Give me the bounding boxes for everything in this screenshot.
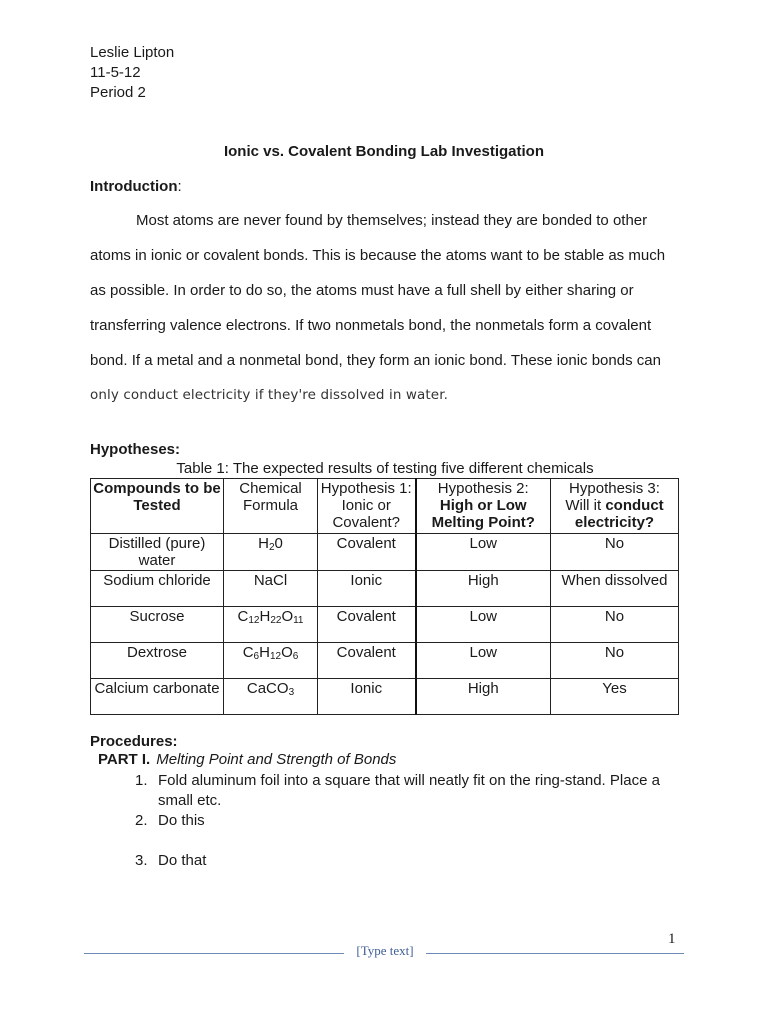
cell-melting-point: High [416, 679, 551, 715]
procedure-step: 2. Do this [135, 812, 205, 829]
cell-ionic-covalent: Covalent [318, 534, 416, 571]
footer-rule-left [84, 953, 344, 954]
cell-formula: CaCO$_3$ [224, 679, 318, 715]
cell-conductivity: No [551, 534, 679, 571]
date: 11-5-12 [90, 64, 141, 81]
procedure-step: 3. Do that [135, 852, 207, 869]
introduction-line-6: only conduct electricity if they're dissolved in water. [90, 387, 449, 403]
cell-formula: NaCl [224, 571, 318, 607]
footer-placeholder[interactable]: [Type text] [356, 943, 414, 958]
table-header-row [91, 479, 679, 534]
table-body [91, 534, 679, 715]
cell-conductivity: When dissolved [551, 571, 679, 607]
cell-melting-point: Low [416, 643, 551, 679]
introduction-line-5: bond. If a metal and a nonmetal bond, they form an ionic bond. These ionic bonds can [90, 352, 661, 369]
table-row [91, 643, 679, 679]
column-header-compound: Compounds to be Tested [91, 479, 224, 534]
introduction-line-2: atoms in ionic or covalent bonds. This is because the atoms want to be stable as much [90, 247, 666, 264]
column-header-formula: Chemical Formula [224, 479, 318, 534]
column-header-hypothesis-2: Hypothesis 2: High or Low Melting Point? [416, 479, 551, 534]
footer-rule-right [426, 953, 684, 954]
table-caption: Table 1: The expected results of testing five different chemicals [176, 460, 594, 477]
cell-melting-point: High [416, 571, 551, 607]
cell-compound: Calcium carbonate [91, 679, 224, 715]
table-row [91, 534, 679, 571]
introduction-heading [90, 178, 182, 195]
cell-compound: Sodium chloride [91, 571, 224, 607]
cell-compound: Sucrose [91, 607, 224, 643]
cell-ionic-covalent: Ionic [318, 571, 416, 607]
table-row [91, 607, 679, 643]
cell-ionic-covalent: Ionic [318, 679, 416, 715]
cell-ionic-covalent: Covalent [318, 643, 416, 679]
cell-conductivity: No [551, 643, 679, 679]
cell-ionic-covalent: Covalent [318, 607, 416, 643]
cell-conductivity: No [551, 607, 679, 643]
author-name: Leslie Lipton [90, 44, 175, 61]
part-heading [98, 751, 396, 768]
column-header-hypothesis-1: Hypothesis 1: Ionic or Covalent? [318, 479, 416, 534]
cell-formula: $C_6H_{12}O_6$ [224, 643, 318, 679]
cell-formula: $C_{12}H_{22}O_{11}$ [224, 607, 318, 643]
hypotheses-table [90, 478, 679, 715]
table-row [91, 571, 679, 607]
introduction-heading-text: Introduction [90, 178, 178, 195]
cell-compound: Dextrose [91, 643, 224, 679]
cell-melting-point: Low [416, 607, 551, 643]
document-title: Ionic vs. Covalent Bonding Lab Investigation [223, 143, 545, 160]
part-label: PART I. [98, 751, 151, 768]
hypotheses-heading: Hypotheses: [90, 441, 181, 458]
page-number: 1 [668, 931, 676, 947]
procedures-heading: Procedures: [90, 733, 178, 750]
table-row [91, 679, 679, 715]
cell-melting-point: Low [416, 534, 551, 571]
cell-compound: Distilled (pure) water [91, 534, 224, 571]
column-header-hypothesis-3: Hypothesis 3: Will it conduct electricity? [551, 479, 679, 534]
cell-conductivity: Yes [551, 679, 679, 715]
part-title: Melting Point and Strength of Bonds [156, 751, 397, 768]
introduction-line-1: Most atoms are never found by themselves; instead they are bonded to other [136, 212, 648, 229]
cell-formula: $H_20$ [224, 534, 318, 571]
class-period: Period 2 [90, 84, 146, 101]
introduction-heading-colon: : [177, 178, 182, 195]
introduction-line-3: as possible. In order to do so, the atoms must have a full shell by either sharing or [90, 282, 634, 299]
procedure-step: 1. Fold aluminum foil into a square that will neatly fit on the ring-stand. Place a small etc. [135, 772, 660, 809]
introduction-line-4: transferring valence electrons. If two nonmetals bond, the nonmetals form a covalent [90, 317, 652, 334]
